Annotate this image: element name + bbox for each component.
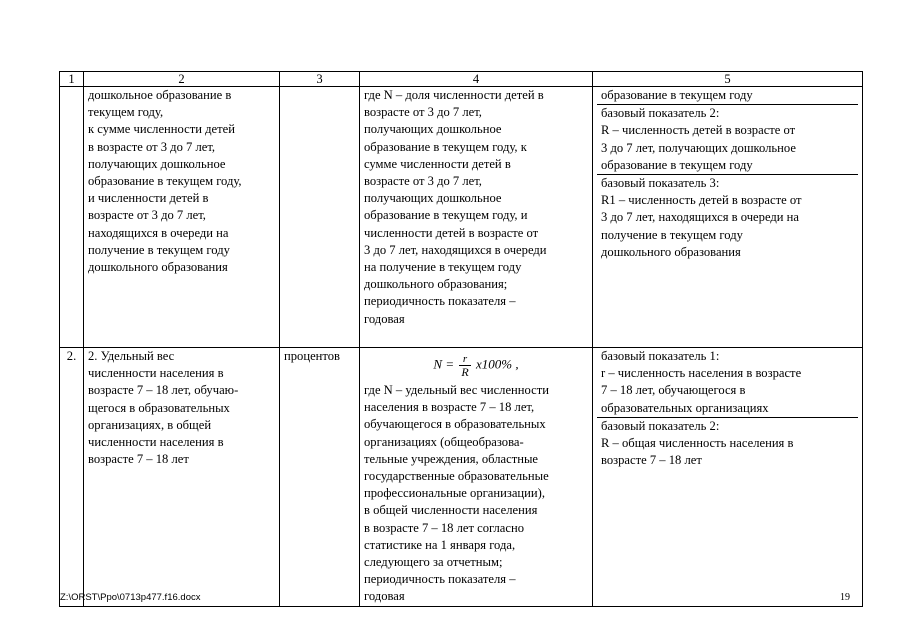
text-line: населения в возрасте 7 – 18 лет, (364, 400, 535, 415)
text-line: организациях (общеобразова- (364, 434, 524, 449)
text-line: дошкольного образования (88, 260, 228, 275)
text-line: годовая (364, 311, 405, 326)
base-indicator-block (597, 348, 858, 418)
text-line: 2. Удельный вес (88, 349, 175, 363)
header-cell: 2 (84, 72, 280, 87)
table-row-continued (60, 87, 863, 348)
indicator-name-cell (84, 348, 280, 607)
text-line: сумме численности детей в (364, 156, 511, 171)
text-line: образование в текущем году, (88, 174, 242, 189)
text-line: 3 до 7 лет, находящихся в очереди (364, 242, 547, 257)
text-line: базовый показатель 1: (601, 349, 720, 363)
text-line: профессиональные организации), (364, 486, 545, 501)
unit-cell: процентов (280, 348, 360, 607)
text-line: образование в текущем году (601, 88, 753, 102)
row-number: 2. (60, 348, 84, 607)
base-indicator-block (597, 418, 858, 470)
text-line: образование в текущем году (601, 157, 753, 172)
text-line: возрасте от 3 до 7 лет, (364, 174, 482, 189)
header-cell: 4 (360, 72, 593, 87)
text-line: в возрасте от 3 до 7 лет, (88, 139, 216, 154)
text-line: на получение в текущем году (364, 260, 522, 275)
text-line: получающих дошкольное (364, 191, 502, 206)
formula-explanation (364, 382, 588, 606)
file-path: Z:\ORST\Ppo\0713p477.f16.docx (60, 592, 201, 603)
formula-lhs: N = (433, 356, 455, 372)
text-line: периодичность показателя – (364, 572, 516, 587)
text-line: образовательных организациях (601, 400, 769, 415)
text-line: находящихся в очереди на (88, 225, 229, 240)
text-line: возрасте 7 – 18 лет, обучаю- (88, 383, 239, 398)
page-number: 19 (840, 592, 850, 603)
text-line: обучающегося в образовательных (364, 417, 546, 432)
base-indicators-cell (593, 348, 863, 607)
text-line: периодичность показателя – (364, 294, 516, 309)
text-line: образование в текущем году, и (364, 208, 528, 223)
text-line: получение в текущем году (601, 227, 743, 242)
text-line: где N – удельный вес численности (364, 383, 549, 397)
formula-description-cell (360, 87, 593, 348)
formula-numerator: r (459, 353, 470, 366)
base-indicator-block (597, 175, 858, 261)
text-line: получающих дошкольное (364, 122, 502, 137)
formula (364, 348, 588, 382)
table-row (60, 348, 863, 607)
text-line: тельные учреждения, областные (364, 451, 538, 466)
text-line: базовый показатель 2: (601, 106, 720, 121)
base-indicator-block (597, 87, 858, 105)
text-line: статистике на 1 января года, (364, 537, 516, 552)
text-line: R1 – численность детей в возрасте от (601, 193, 802, 208)
text-line: получающих дошкольное (88, 156, 226, 171)
text-line: r – численность населения в возрасте (601, 366, 802, 381)
text-line: 3 до 7 лет, получающих дошкольное (601, 140, 796, 155)
header-cell: 5 (593, 72, 863, 87)
text-line: численности населения в (88, 435, 224, 450)
text-line: образование в текущем году, к (364, 139, 527, 154)
text-line: к сумме численности детей (88, 122, 235, 137)
text-line: 7 – 18 лет, обучающегося в (601, 383, 746, 398)
formula-rhs: x100% , (475, 356, 519, 372)
text-line: где N – доля численности детей в (364, 88, 544, 102)
text-line: государственные образовательные (364, 469, 549, 484)
text-line: численности детей в возрасте от (364, 225, 539, 240)
text-line: получение в текущем году (88, 242, 230, 257)
formula-denominator: R (461, 365, 469, 379)
text-line: дошкольного образования; (364, 277, 508, 292)
header-cell: 1 (60, 72, 84, 87)
text-line: R – общая численность населения в (601, 436, 794, 451)
text-line: базовый показатель 2: (601, 418, 720, 433)
text-line: организациях, в общей (88, 417, 212, 432)
unit-cell (280, 87, 360, 348)
text-line: и численности детей в (88, 191, 209, 206)
text-line: возрасте 7 – 18 лет (601, 453, 702, 468)
indicator-table (59, 71, 863, 607)
header-cell: 3 (280, 72, 360, 87)
table-header-row (60, 72, 863, 87)
text-line: численности населения в (88, 366, 224, 381)
text-line: возрасте 7 – 18 лет (88, 452, 189, 467)
text-line: R – численность детей в возрасте от (601, 123, 796, 138)
text-line: возрасте от 3 до 7 лет, (364, 105, 482, 120)
text-line: следующего за отчетным; (364, 555, 503, 570)
text-line: в общей численности населения (364, 503, 538, 518)
row-number (60, 87, 84, 348)
text-line: дошкольное образование в (88, 88, 232, 102)
formula-description-cell (360, 348, 593, 607)
text-line: в возрасте 7 – 18 лет согласно (364, 520, 525, 535)
text-line: годовая (364, 589, 405, 604)
base-indicators-cell (593, 87, 863, 348)
text-line: щегося в образовательных (88, 400, 230, 415)
text-line: базовый показатель 3: (601, 176, 720, 191)
text-line: возрасте от 3 до 7 лет, (88, 208, 206, 223)
formula-fraction (459, 353, 470, 378)
text-line: дошкольного образования (601, 244, 741, 259)
base-indicator-block (597, 105, 858, 175)
indicator-name-cell (84, 87, 280, 348)
text-line: 3 до 7 лет, находящихся в очереди на (601, 210, 799, 225)
text-line: текущем году, (88, 105, 164, 120)
